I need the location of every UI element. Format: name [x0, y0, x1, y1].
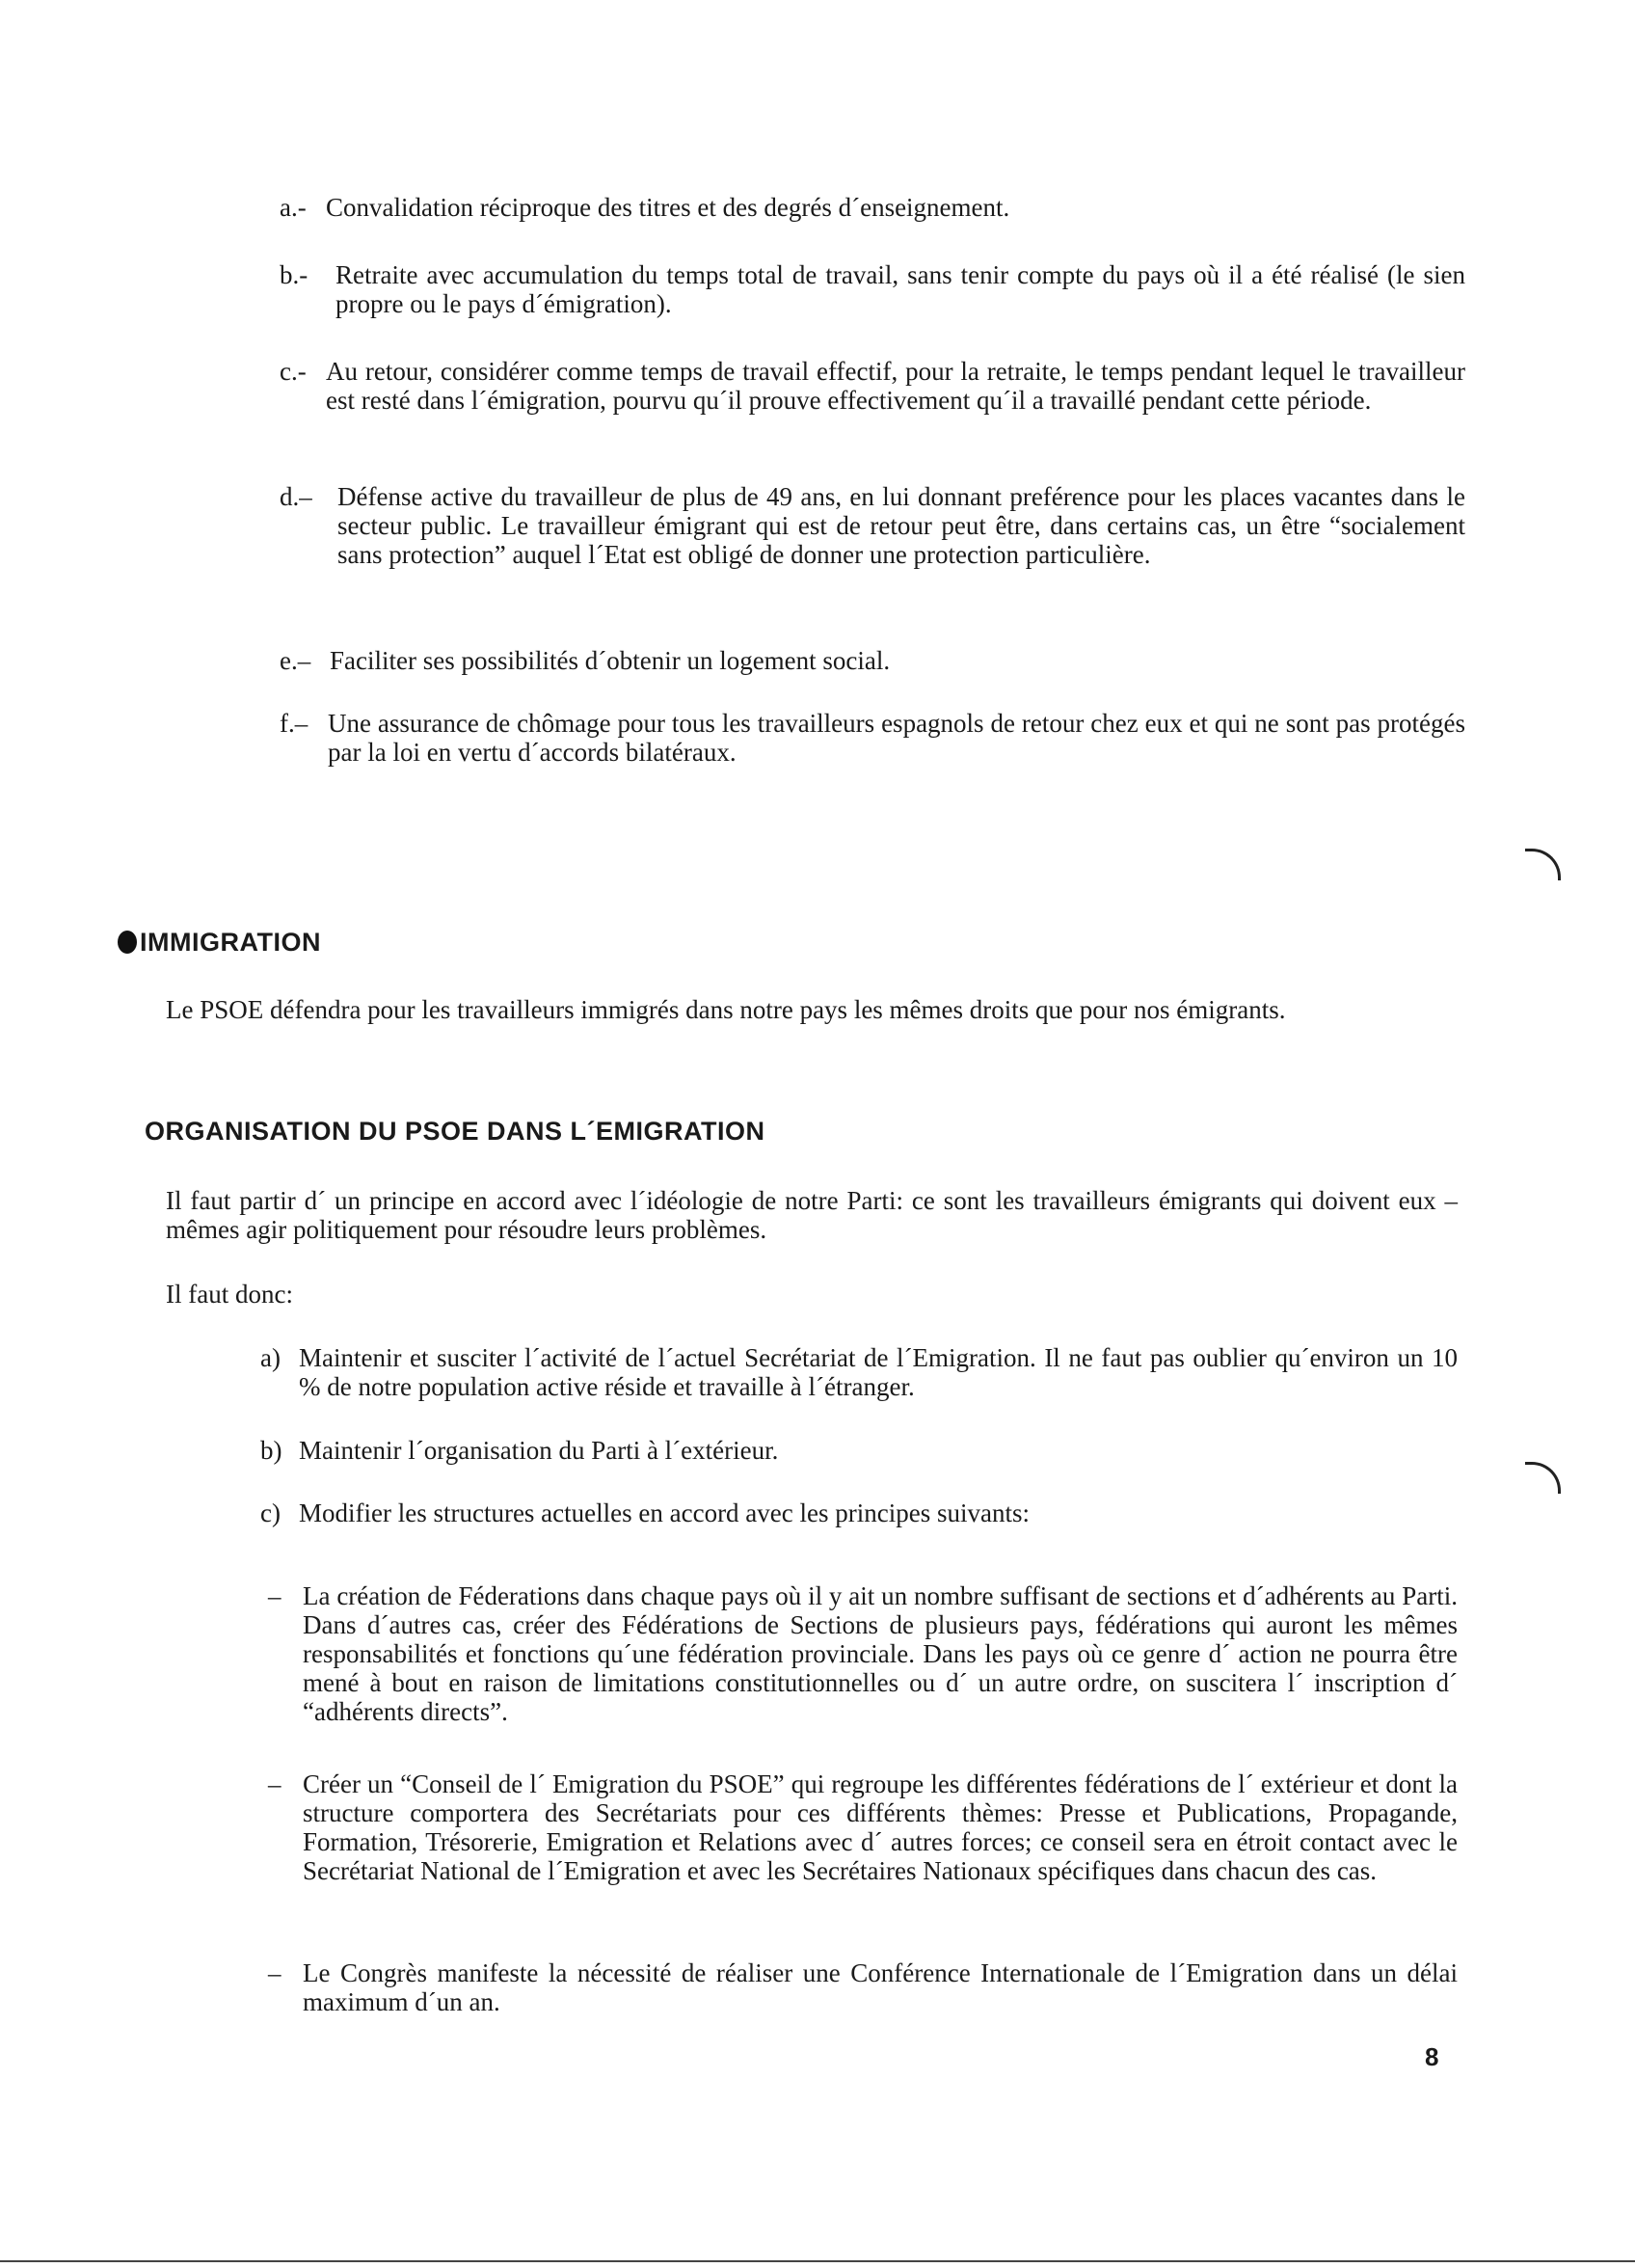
- dash-item-conseil: [268, 1769, 1458, 1885]
- list-item-a: [280, 193, 1465, 222]
- point-a: [260, 1343, 1458, 1401]
- list-text: Faciliter ses possibilités d´obtenir un logement social.: [330, 646, 891, 675]
- margin-mark: [1525, 1462, 1561, 1494]
- bottom-rule: [0, 2260, 1635, 2262]
- dash-marker: –: [268, 1958, 281, 1987]
- dash-item-congres: [268, 1958, 1458, 2016]
- point-text: Modifier les structures actuelles en accord avec les principes suivants:: [299, 1498, 1030, 1527]
- immigration-heading: [118, 928, 321, 958]
- list-text: Au retour, considérer comme temps de travail effectif, pour la retraite, le temps pendant lequel le travailleur est resté dans l´émigration, pourvu qu´il prouve effectivement qu´il a travaillé pendant cette période.: [326, 357, 1465, 415]
- organisation-heading: ORGANISATION DU PSOE DANS L´EMIGRATION: [145, 1117, 765, 1146]
- list-marker: b.-: [280, 260, 308, 289]
- point-marker: a): [260, 1343, 281, 1372]
- point-c: [260, 1498, 1458, 1527]
- list-marker: f.–: [280, 709, 308, 738]
- dash-marker: –: [268, 1581, 281, 1610]
- bullet-icon: [118, 931, 137, 954]
- list-text: Convalidation réciproque des titres et des degrés d´enseignement.: [326, 193, 1010, 222]
- page-number: 8: [1425, 2042, 1439, 2071]
- list-item-f: [280, 709, 1465, 767]
- list-marker: d.–: [280, 482, 312, 511]
- immigration-heading-text: IMMIGRATION: [140, 928, 321, 957]
- point-marker: b): [260, 1436, 282, 1465]
- dash-text: Créer un “Conseil de l´ Emigration du PSOE” qui regroupe les différentes fédérations de l´ extérieur et dont la structure comportera des Secrétariats pour ces différents thèmes: Presse et Publications, Propagande, Formation, Trésorerie, Emigration et Relations avec d´ autres forces; ce conseil sera en étroit contact avec le Secrétariat National de l´Emigration et avec les Secrétaires Nationaux spécifiques dans chacun des cas.: [303, 1769, 1458, 1885]
- point-text: Maintenir l´organisation du Parti à l´extérieur.: [299, 1436, 779, 1465]
- list-item-e: [280, 646, 1465, 675]
- list-marker: c.-: [280, 357, 307, 386]
- list-text: Une assurance de chômage pour tous les travailleurs espagnols de retour chez eux et qui ne sont pas protégés par la loi en vertu d´accords bilatéraux.: [328, 709, 1465, 767]
- list-marker: e.–: [280, 646, 311, 675]
- list-item-b: [280, 260, 1465, 318]
- margin-mark: [1525, 849, 1561, 880]
- list-marker: a.-: [280, 193, 307, 222]
- point-marker: c): [260, 1498, 281, 1527]
- dash-item-federations: [268, 1581, 1458, 1726]
- dash-text: Le Congrès manifeste la nécessité de réaliser une Conférence Internationale de l´Emigration dans un délai maximum d´un an.: [303, 1958, 1458, 2016]
- point-text: Maintenir et susciter l´activité de l´actuel Secrétariat de l´Emigration. Il ne faut pas oublier qu´environ un 10 % de notre population active réside et travaille à l´étranger.: [299, 1343, 1458, 1401]
- organisation-intro: Il faut partir d´ un principe en accord avec l´idéologie de notre Parti: ce sont les travailleurs émigrants qui doivent eux – mêmes agir politiquement pour résoudre leurs problèmes.: [166, 1186, 1458, 1244]
- point-b: [260, 1436, 1458, 1465]
- list-item-c: [280, 357, 1465, 415]
- dash-text: La création de Féderations dans chaque pays où il y ait un nombre suffisant de sections et d´adhérents au Parti. Dans d´autres cas, créer des Fédérations de Sections de plusieurs pays, fédérations qui auront les mêmes responsabilités et fonctions qu´une fédération provinciale. Dans les pays où ce genre d´ action ne pourra être mené à bout en raison de limitations constitutionnelles ou d´ un autre ordre, on suscitera l´ inscription d´ “adhérents directs”.: [303, 1581, 1458, 1726]
- list-text: Défense active du travailleur de plus de 49 ans, en lui donnant preférence pour les places vacantes dans le secteur public. Le travailleur émigrant qui est de retour peut être, dans certains cas, un être “socialement sans protection” auquel l´Etat est obligé de donner une protection particulière.: [337, 482, 1465, 569]
- list-text: Retraite avec accumulation du temps total de travail, sans tenir compte du pays où il a été réalisé (le sien propre ou le pays d´émigration).: [335, 260, 1465, 318]
- organisation-lead: Il faut donc:: [166, 1280, 293, 1309]
- list-item-d: [280, 482, 1465, 569]
- dash-marker: –: [268, 1769, 281, 1798]
- immigration-paragraph: Le PSOE défendra pour les travailleurs immigrés dans notre pays les mêmes droits que pour nos émigrants.: [166, 995, 1286, 1024]
